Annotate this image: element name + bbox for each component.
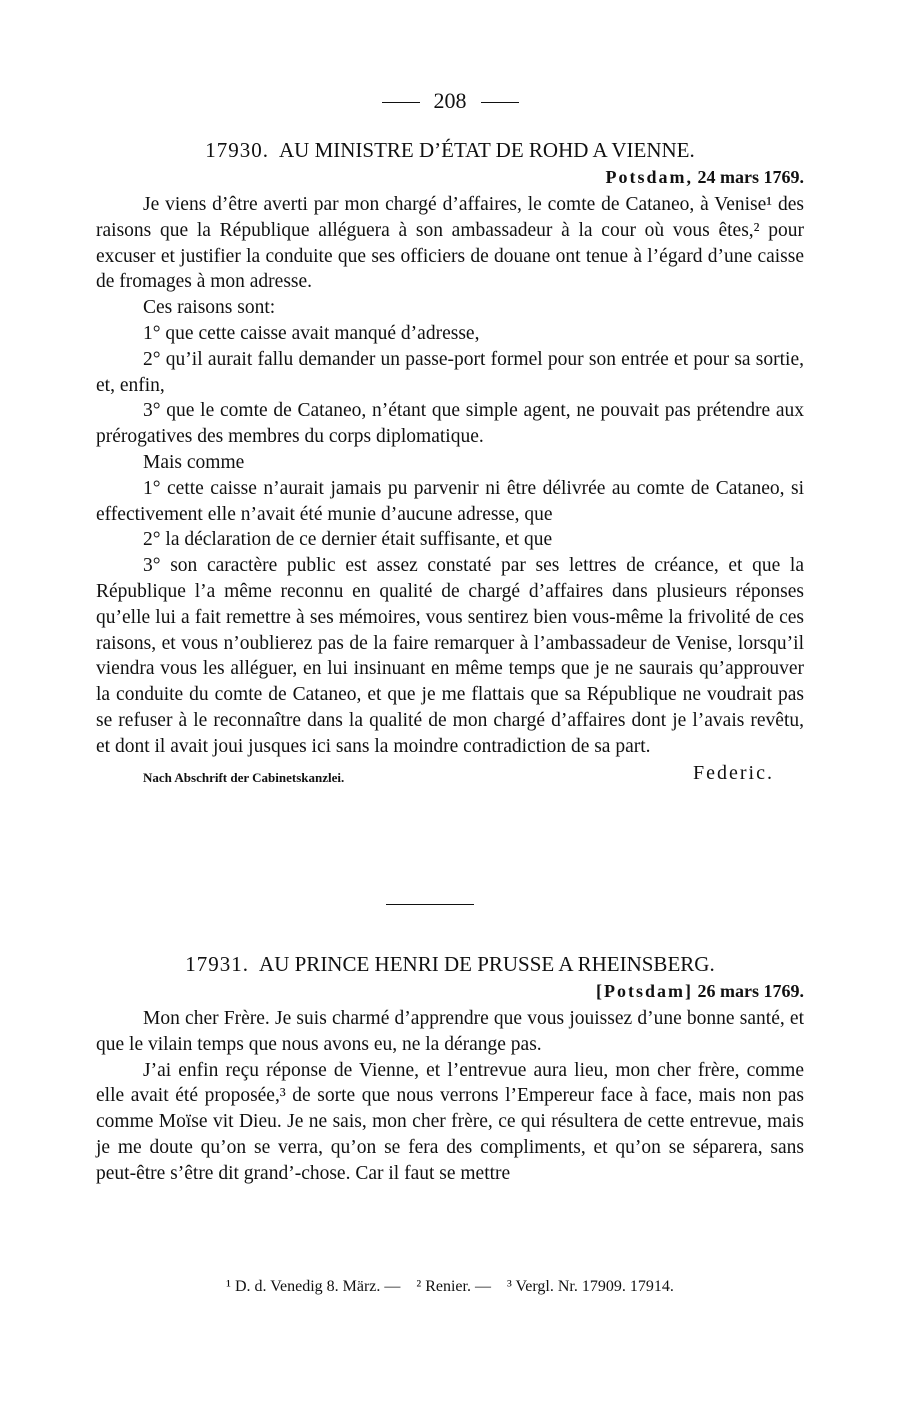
paragraph: Je viens d’être averti par mon chargé d’affaires, le comte de Cataneo, à Venise¹ des raisons que la République alléguera à son ambassadeur à la cour où vous êtes,² pour excuser et justifier la conduite que ses officiers de douane ont tenue à l’égard d’une caisse de fromages à mon adresse. — [96, 194, 804, 293]
letter-date: 24 mars 1769. — [697, 167, 804, 187]
letter-place-date — [96, 167, 804, 188]
paragraph: Mon cher Frère. Je suis charmé d’apprendre que vous jouissez d’une bonne santé, et que le vilain temps que nous avons eu, ne la dérange pas. — [96, 1008, 804, 1055]
header-dash-left — [382, 102, 420, 103]
letter-place-date — [96, 981, 804, 1002]
page-header — [0, 88, 900, 114]
paragraph: 1° que cette caisse avait manqué d’adresse, — [143, 322, 480, 344]
letter-17930 — [96, 138, 804, 788]
letter-place: Potsdam, — [605, 167, 693, 187]
letter-closing — [96, 762, 804, 788]
footnotes — [0, 1278, 900, 1296]
letter-heading — [96, 952, 804, 977]
paragraph: Ces raisons sont: — [143, 297, 276, 319]
section-divider — [386, 904, 474, 905]
letter-date: 26 mars 1769. — [697, 981, 804, 1001]
paragraph: 2° la déclaration de ce dernier était suffisante, et que — [143, 529, 553, 551]
paragraph: 1° cette caisse n’aurait jamais pu parvenir ni être délivrée au comte de Cataneo, si effectivement elle n’avait été munie d’aucune adresse, que — [96, 477, 804, 525]
source-note: Nach Abschrift der Cabinetskanzlei. — [143, 769, 345, 785]
footnote: ¹ D. d. Venedig 8. März. — — [226, 1278, 401, 1295]
letter-title: AU MINISTRE D’ÉTAT DE ROHD A VIENNE. — [278, 138, 695, 162]
paragraph: J’ai enfin reçu réponse de Vienne, et l’entrevue aura lieu, mon cher frère, comme elle avait été proposée,³ de sorte que nous verrons l’Empereur face à face, mais non pas comme Moïse vit Dieu. Je ne sais, mon cher frère, ce qui résultera de cette entrevue, mais je me doute qu’on se verra, qu’on se fera des compliments, et qu’on se séparera, sans peut-être s’être dit grand’-chose. Car il faut se mettre — [96, 1059, 804, 1184]
paragraph: 2° qu’il aurait fallu demander un passe-port formel pour son entrée et pour sa sortie, et, enfin, — [96, 348, 804, 396]
signature: Federic. — [693, 761, 774, 784]
letter-place: [Potsdam] — [596, 981, 693, 1001]
footnote: ² Renier. — — [416, 1278, 491, 1295]
paragraph: 3° son caractère public est assez constaté par ses lettres de créance, et que la République l’a même reconnu en qualité de chargé d’affaires dans plusieurs réponses qu’elle lui a fait remettre à ses mémoires, vous sentirez bien vous-même la frivolité de ces raisons, et vous n’oublierez pas de la faire remarquer à l’ambassadeur de Venise, lorsqu’il viendra vous les alléguer, en lui insinuant en même temps que je ne saurais qu’approuver la conduite du comte de Cataneo, et que je me flattais que sa République ne voudrait pas se refuser à le reconnaître dans la qualité de mon chargé d’affaires dont je l’avais revêtu, et dont il avait joui jusques ici sans la moindre contradiction de sa part. — [96, 555, 804, 757]
page-number: 208 — [433, 88, 467, 113]
letter-number: 17931. — [185, 952, 250, 976]
paragraph: 3° que le comte de Cataneo, n’étant que simple agent, ne pouvait pas prétendre aux prérogatives des membres du corps diplomatique. — [96, 400, 804, 448]
letter-number: 17930. — [205, 138, 269, 162]
letter-title: AU PRINCE HENRI DE PRUSSE A RHEINSBERG. — [259, 952, 715, 976]
header-dash-right — [481, 102, 519, 103]
paragraph: Mais comme — [143, 451, 245, 473]
letter-heading — [96, 138, 804, 163]
footnote: ³ Vergl. Nr. 17909. 17914. — [506, 1278, 674, 1295]
letter-17931 — [96, 952, 804, 1187]
